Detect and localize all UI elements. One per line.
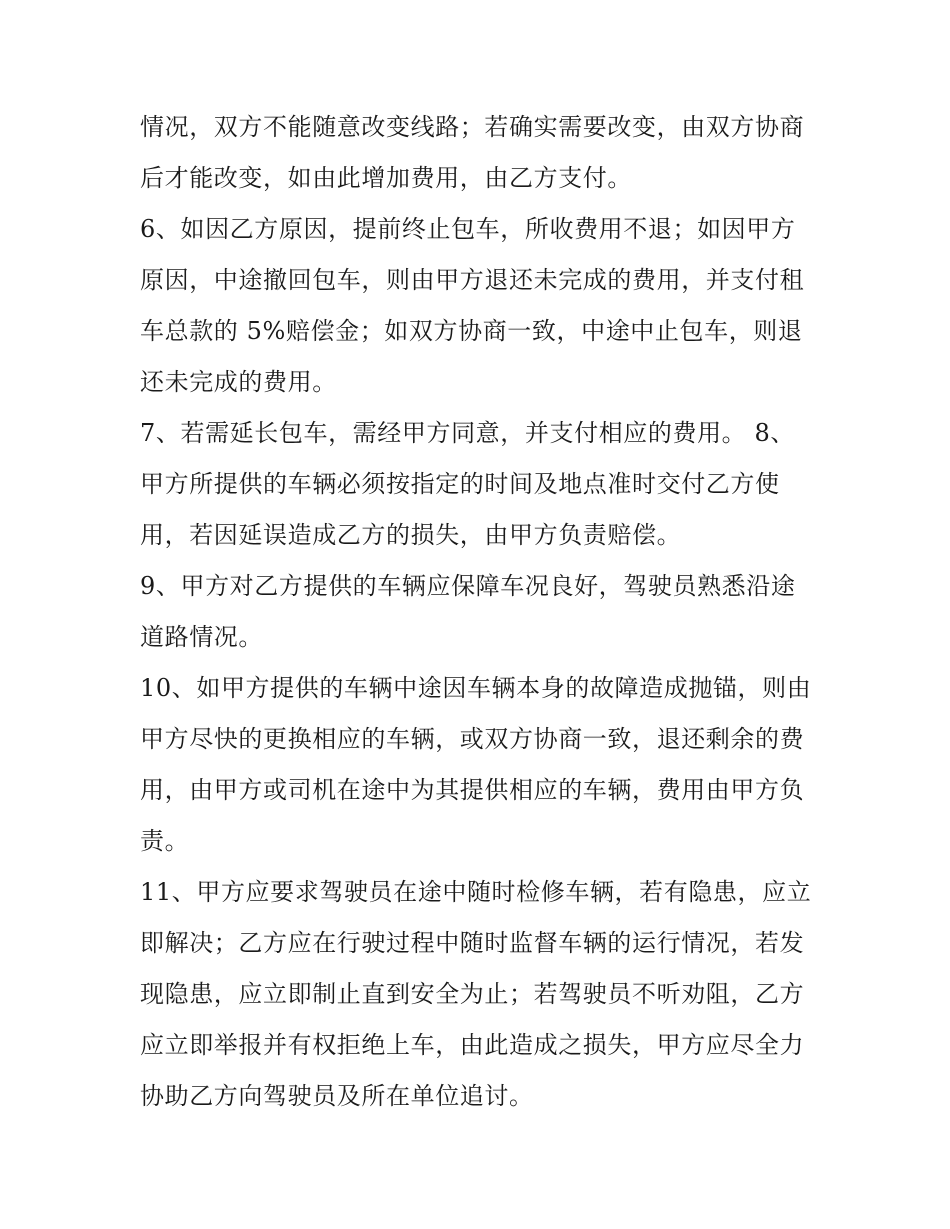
text-line: 6、如因乙方原因，提前终止包车，所收费用不退；如因甲方 [140,215,796,243]
text-line: 道路情况。 [140,623,263,651]
text-line: 后才能改变，如由此增加费用，由乙方支付。 [140,164,632,192]
text-line: 甲方尽快的更换相应的车辆，或双方协商一致，退还剩余的费 [140,725,805,753]
text-line: 原因，中途撤回包车，则由甲方退还未完成的费用，并支付租 [140,266,805,294]
text-line: 7、若需延长包车，需经甲方同意，并支付相应的费用。 8、 [140,419,795,447]
text-line: 9、甲方对乙方提供的车辆应保障车况良好，驾驶员熟悉沿途 [140,572,796,600]
text-line: 情况，双方不能随意改变线路；若确实需要改变，由双方协商 [140,113,805,141]
text-line: 还未完成的费用。 [140,368,337,396]
text-line: 甲方所提供的车辆必须按指定的时间及地点准时交付乙方使 [140,470,780,498]
text-line: 11、甲方应要求驾驶员在途中随时检修车辆，若有隐患，应立 [140,878,812,906]
text-line: 用，由甲方或司机在途中为其提供相应的车辆，费用由甲方负 [140,776,805,804]
text-line: 现隐患，应立即制止直到安全为止；若驾驶员不听劝阻，乙方 [140,980,805,1008]
text-line: 车总款的 5%赔偿金；如双方协商一致，中途中止包车，则退 [140,317,803,345]
text-line: 应立即举报并有权拒绝上车，由此造成之损失，甲方应尽全力 [140,1031,805,1059]
text-line: 协助乙方向驾驶员及所在单位追讨。 [140,1082,534,1110]
document-body [140,102,820,1122]
text-line: 10、如甲方提供的车辆中途因车辆本身的故障造成抛锚，则由 [140,674,812,702]
text-line: 责。 [140,827,190,855]
text-line: 即解决；乙方应在行驶过程中随时监督车辆的运行情况，若发 [140,929,805,957]
text-line: 用，若因延误造成乙方的损失，由甲方负责赔偿。 [140,521,682,549]
